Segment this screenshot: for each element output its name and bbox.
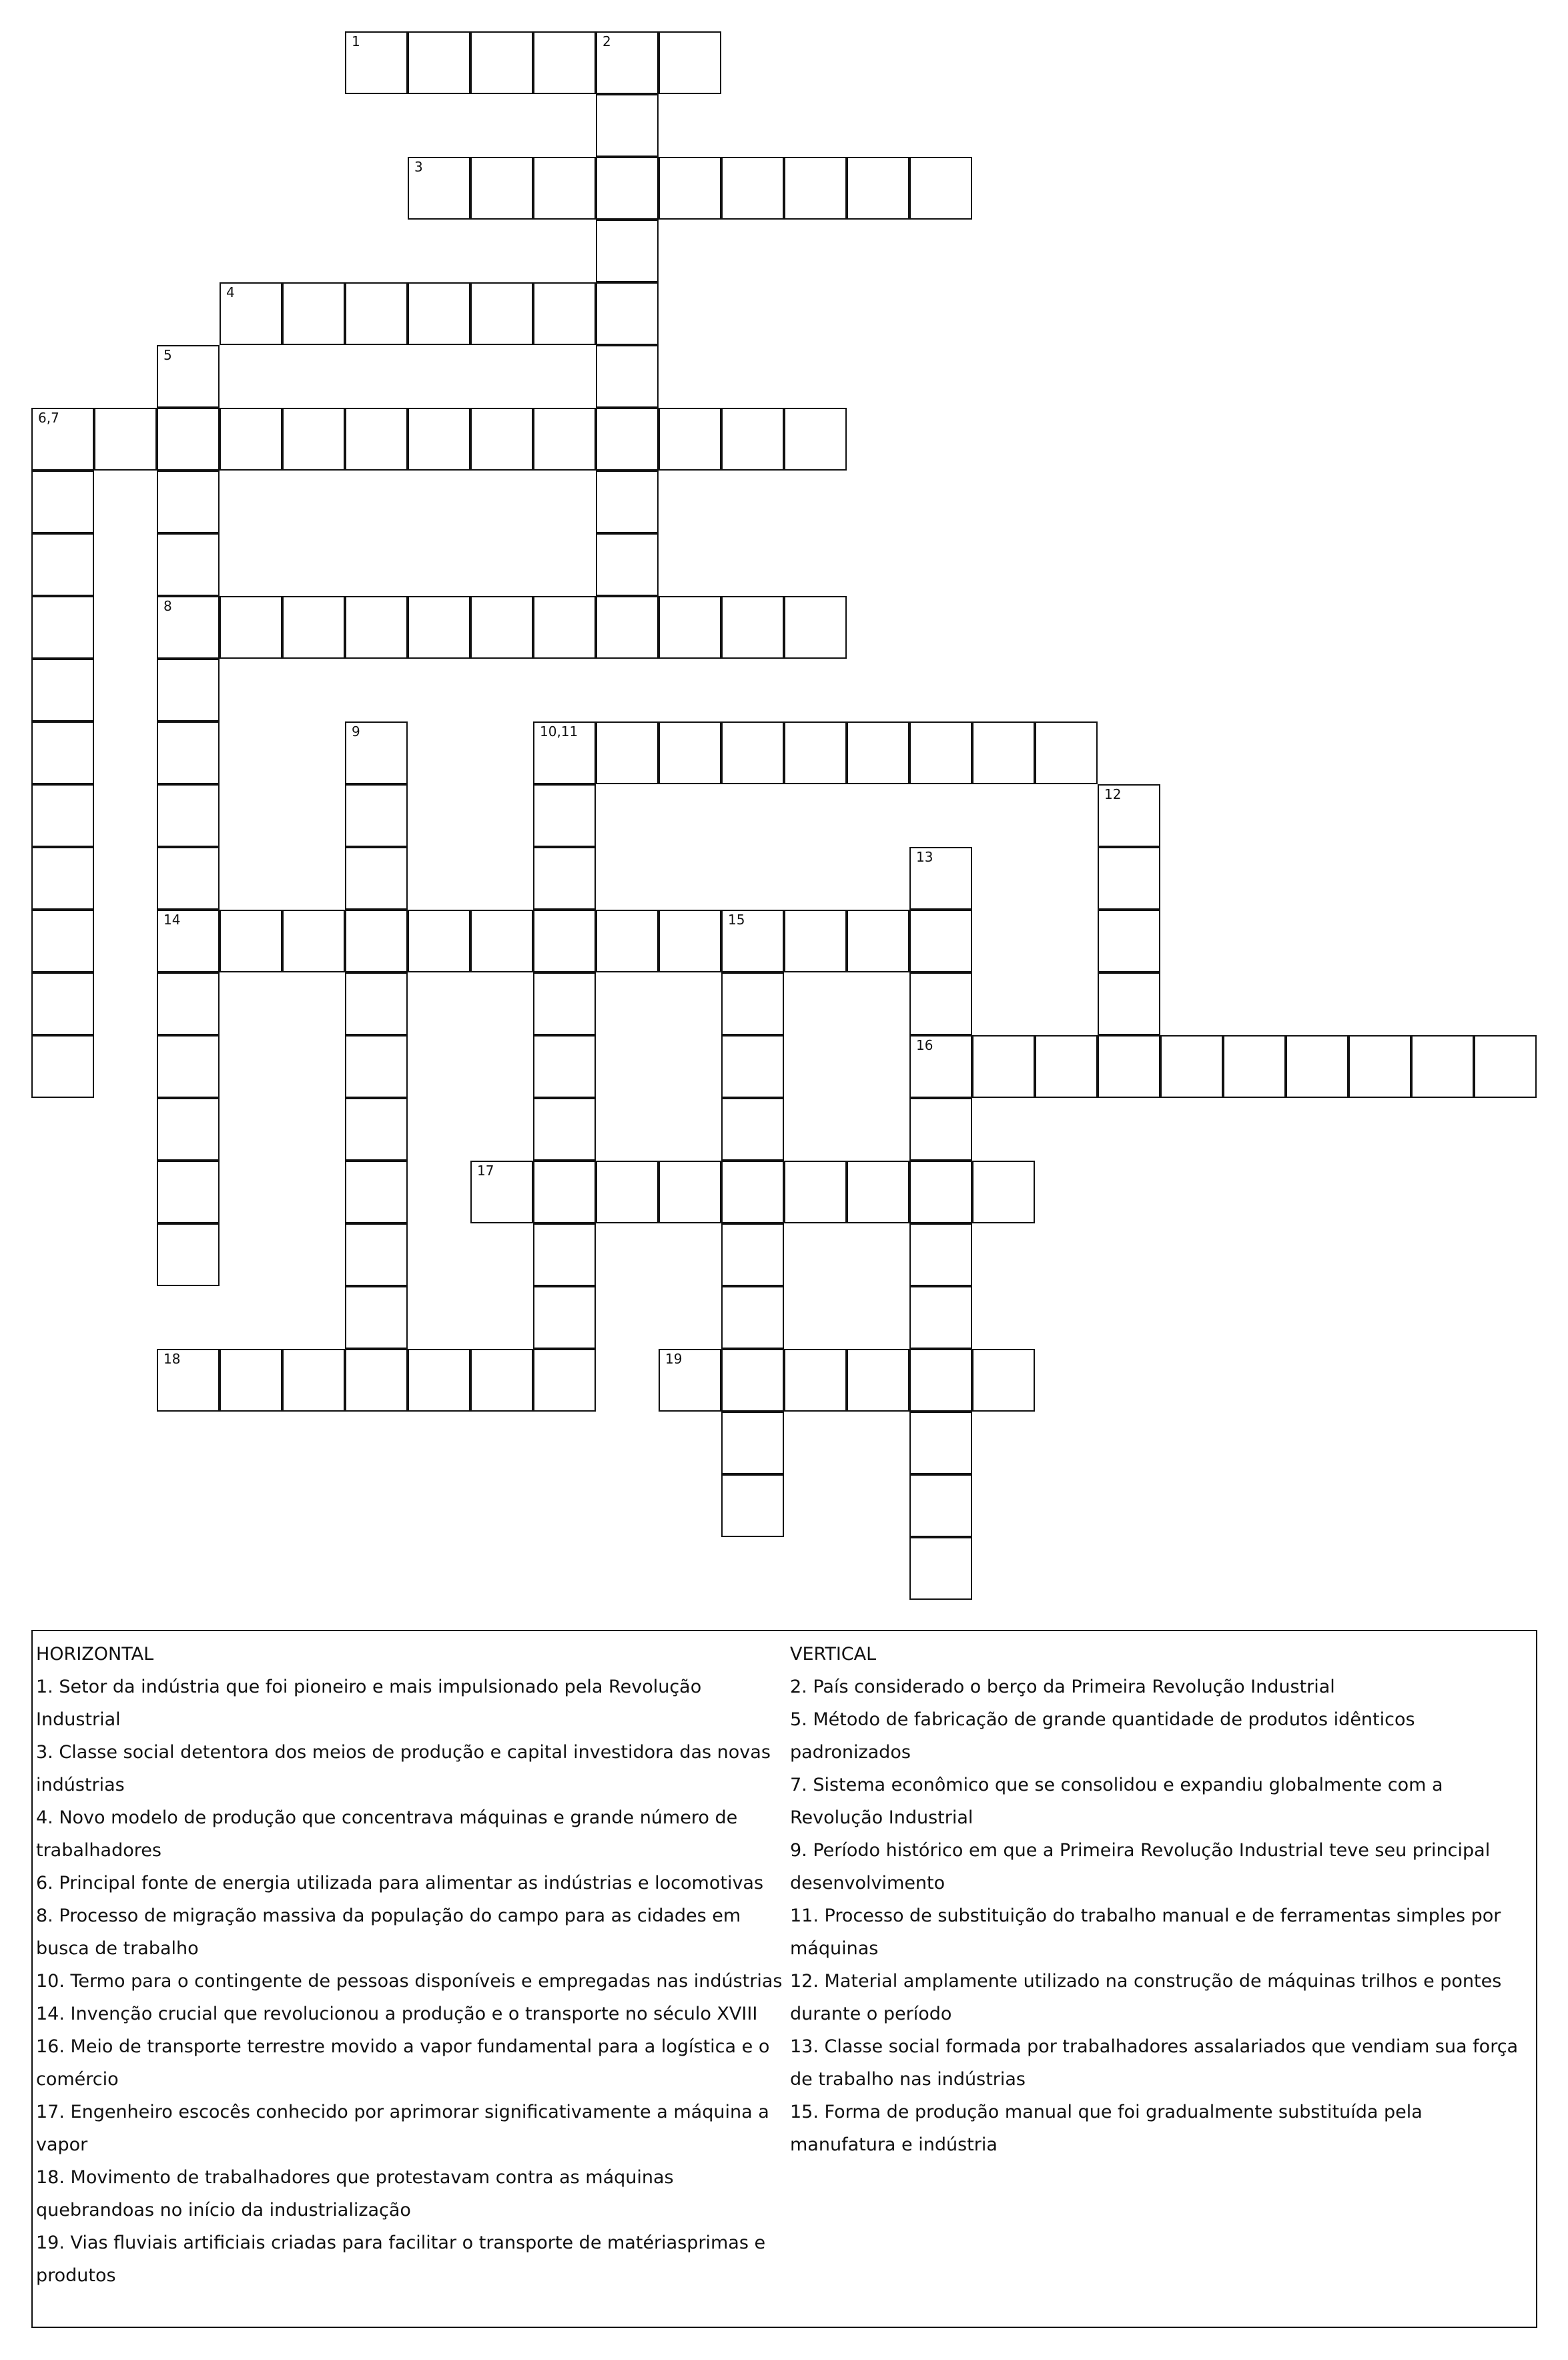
grid-cell[interactable]: [345, 282, 408, 345]
clue-h-10: 10. Termo para o contingente de pessoas disponíveis e empregadas nas indústrias: [36, 1971, 783, 1992]
grid-cell[interactable]: [533, 31, 596, 94]
grid-cell[interactable]: [1035, 721, 1098, 784]
grid-cell[interactable]: [1098, 784, 1160, 847]
grid-cell[interactable]: [533, 1223, 596, 1286]
grid-cell[interactable]: [596, 721, 659, 784]
grid-cell[interactable]: [659, 721, 721, 784]
grid-cell[interactable]: [94, 408, 157, 471]
grid-cell[interactable]: [721, 408, 784, 471]
grid-cell[interactable]: [659, 408, 721, 471]
grid-cell[interactable]: [972, 721, 1035, 784]
grid-cell[interactable]: [721, 1412, 784, 1474]
grid-cell[interactable]: [345, 1286, 408, 1349]
grid-cell[interactable]: [596, 471, 659, 533]
grid-cell[interactable]: [784, 1349, 847, 1412]
grid-cell[interactable]: [533, 1286, 596, 1349]
grid-cell[interactable]: [847, 721, 909, 784]
grid-cell[interactable]: [220, 282, 282, 345]
grid-cell[interactable]: [596, 1161, 659, 1223]
grid-cell[interactable]: [157, 1035, 220, 1098]
grid-cell[interactable]: [157, 972, 220, 1035]
grid-cell[interactable]: [408, 31, 470, 94]
clue-number-4: 4: [226, 284, 235, 300]
clues-box: [31, 1630, 1537, 2328]
grid-cell[interactable]: [157, 784, 220, 847]
grid-cell[interactable]: [1160, 1035, 1223, 1098]
grid-cell[interactable]: [31, 596, 94, 659]
vertical-clues-column: [790, 1638, 1531, 2161]
grid-cell[interactable]: [1098, 1035, 1160, 1098]
grid-cell[interactable]: [909, 847, 972, 910]
grid-cell[interactable]: [408, 1349, 470, 1412]
clue-v-15: 15. Forma de produção manual que foi gradualmente substituída pela manufatura e indústria: [790, 2102, 1423, 2155]
grid-cell[interactable]: [408, 282, 470, 345]
grid-cell[interactable]: [157, 533, 220, 596]
grid-cell[interactable]: [345, 596, 408, 659]
grid-cell[interactable]: [784, 157, 847, 220]
grid-cell[interactable]: [31, 471, 94, 533]
grid-cell[interactable]: [31, 408, 94, 471]
grid-cell[interactable]: [721, 910, 784, 972]
grid-cell[interactable]: [31, 659, 94, 721]
grid-cell[interactable]: [909, 1349, 972, 1412]
grid-cell[interactable]: [408, 408, 470, 471]
grid-cell[interactable]: [847, 910, 909, 972]
grid-cell[interactable]: [408, 157, 470, 220]
grid-cell[interactable]: [909, 1412, 972, 1474]
grid-cell[interactable]: [345, 972, 408, 1035]
grid-cell[interactable]: [909, 1474, 972, 1537]
grid-cell[interactable]: [282, 596, 345, 659]
grid-cell[interactable]: [345, 31, 408, 94]
grid-cell[interactable]: [220, 910, 282, 972]
clue-v-5: 5. Método de fabricação de grande quantidade de produtos idênticos padronizados: [790, 1709, 1415, 1763]
grid-cell[interactable]: [220, 408, 282, 471]
clue-h-6: 6. Principal fonte de energia utilizada para alimentar as indústrias e locomotivas: [36, 1873, 764, 1893]
grid-cell[interactable]: [784, 721, 847, 784]
grid-cell[interactable]: [31, 1035, 94, 1098]
grid-cell[interactable]: [345, 721, 408, 784]
clue-h-4: 4. Novo modelo de produção que concentrava máquinas e grande número de trabalhadores: [36, 1807, 738, 1861]
grid-cell[interactable]: [596, 408, 659, 471]
clue-h-17: 17. Engenheiro escocês conhecido por aprimorar significativamente a máquina a vapor: [36, 2102, 769, 2155]
grid-cell[interactable]: [157, 596, 220, 659]
grid-cell[interactable]: [533, 1161, 596, 1223]
grid-cell[interactable]: [972, 1035, 1035, 1098]
grid-cell[interactable]: [784, 596, 847, 659]
grid-cell[interactable]: [470, 157, 533, 220]
grid-cell[interactable]: [345, 1349, 408, 1412]
grid-cell[interactable]: [1474, 1035, 1537, 1098]
clue-number-16: 16: [916, 1037, 933, 1053]
grid-cell[interactable]: [470, 596, 533, 659]
grid-cell[interactable]: [909, 1035, 972, 1098]
grid-cell[interactable]: [345, 1223, 408, 1286]
grid-cell[interactable]: [909, 157, 972, 220]
grid-cell[interactable]: [596, 533, 659, 596]
grid-cell[interactable]: [596, 596, 659, 659]
grid-cell[interactable]: [1223, 1035, 1286, 1098]
clue-number-18: 18: [163, 1351, 181, 1367]
grid-cell[interactable]: [533, 408, 596, 471]
clue-v-7: 7. Sistema econômico que se consolidou e expandiu globalmente com a Revolução Industrial: [790, 1775, 1443, 1828]
grid-cell[interactable]: [847, 157, 909, 220]
clue-number-17: 17: [477, 1163, 494, 1179]
grid-cell[interactable]: [847, 1349, 909, 1412]
grid-cell[interactable]: [282, 910, 345, 972]
grid-cell[interactable]: [157, 847, 220, 910]
grid-cell[interactable]: [1098, 847, 1160, 910]
clue-number-10-11: 10,11: [540, 723, 578, 740]
grid-cell[interactable]: [157, 345, 220, 408]
grid-cell[interactable]: [533, 282, 596, 345]
clue-number-8: 8: [163, 598, 172, 614]
clue-number-14: 14: [163, 912, 181, 928]
grid-cell[interactable]: [721, 596, 784, 659]
grid-cell[interactable]: [909, 1161, 972, 1223]
grid-cell[interactable]: [533, 157, 596, 220]
grid-cell[interactable]: [847, 1161, 909, 1223]
clue-number-2: 2: [603, 33, 611, 49]
grid-cell[interactable]: [157, 408, 220, 471]
horizontal-clues-column: [36, 1638, 783, 2292]
grid-cell[interactable]: [220, 596, 282, 659]
grid-cell[interactable]: [659, 1349, 721, 1412]
grid-cell[interactable]: [1411, 1035, 1474, 1098]
grid-cell[interactable]: [157, 1223, 220, 1286]
grid-cell[interactable]: [31, 533, 94, 596]
grid-cell[interactable]: [282, 1349, 345, 1412]
grid-cell[interactable]: [721, 721, 784, 784]
grid-cell[interactable]: [345, 1035, 408, 1098]
clue-number-13: 13: [916, 849, 933, 865]
clue-number-19: 19: [665, 1351, 683, 1367]
grid-cell[interactable]: [31, 910, 94, 972]
grid-cell[interactable]: [31, 972, 94, 1035]
grid-cell[interactable]: [909, 1537, 972, 1600]
grid-cell[interactable]: [31, 721, 94, 784]
grid-cell[interactable]: [157, 1098, 220, 1161]
vertical-title: VERTICAL: [790, 1644, 877, 1665]
grid-cell[interactable]: [909, 1098, 972, 1161]
grid-cell[interactable]: [533, 784, 596, 847]
clue-number-5: 5: [163, 347, 172, 363]
grid-cell[interactable]: [721, 1349, 784, 1412]
clue-number-3: 3: [414, 159, 423, 175]
grid-cell[interactable]: [784, 1161, 847, 1223]
grid-cell[interactable]: [909, 972, 972, 1035]
grid-cell[interactable]: [470, 910, 533, 972]
grid-cell[interactable]: [721, 1474, 784, 1537]
grid-cell[interactable]: [282, 282, 345, 345]
grid-cell[interactable]: [31, 784, 94, 847]
grid-cell[interactable]: [596, 910, 659, 972]
clue-v-11: 11. Processo de substituição do trabalho manual e de ferramentas simples por máquinas: [790, 1905, 1501, 1959]
grid-cell[interactable]: [408, 910, 470, 972]
grid-cell[interactable]: [659, 596, 721, 659]
grid-cell[interactable]: [596, 94, 659, 157]
grid-cell[interactable]: [972, 1161, 1035, 1223]
clue-h-16: 16. Meio de transporte terrestre movido a vapor fundamental para a logística e o comércio: [36, 2036, 770, 2090]
grid-cell[interactable]: [721, 1098, 784, 1161]
clue-h-3: 3. Classe social detentora dos meios de produção e capital investidora das novas indústrias: [36, 1742, 771, 1795]
grid-cell[interactable]: [345, 847, 408, 910]
grid-cell[interactable]: [157, 1349, 220, 1412]
clue-v-13: 13. Classe social formada por trabalhadores assalariados que vendiam sua força de trabalho nas indústrias: [790, 2036, 1519, 2090]
grid-cell[interactable]: [721, 1286, 784, 1349]
grid-cell[interactable]: [721, 157, 784, 220]
grid-cell[interactable]: [596, 282, 659, 345]
grid-cell[interactable]: [659, 910, 721, 972]
grid-cell[interactable]: [596, 31, 659, 94]
grid-cell[interactable]: [533, 596, 596, 659]
grid-cell[interactable]: [345, 784, 408, 847]
grid-cell[interactable]: [157, 659, 220, 721]
grid-cell[interactable]: [345, 910, 408, 972]
grid-cell[interactable]: [533, 1098, 596, 1161]
grid-cell[interactable]: [721, 1223, 784, 1286]
grid-cell[interactable]: [596, 220, 659, 282]
grid-cell[interactable]: [533, 910, 596, 972]
clue-v-2: 2. País considerado o berço da Primeira Revolução Industrial: [790, 1677, 1335, 1697]
grid-cell[interactable]: [157, 471, 220, 533]
grid-cell[interactable]: [1035, 1035, 1098, 1098]
clue-h-14: 14. Invenção crucial que revolucionou a produção e o transporte no século XVIII: [36, 2004, 758, 2024]
clue-number-12: 12: [1104, 786, 1122, 802]
grid-cell[interactable]: [533, 847, 596, 910]
grid-cell[interactable]: [784, 910, 847, 972]
grid-cell[interactable]: [533, 721, 596, 784]
grid-cell[interactable]: [470, 408, 533, 471]
grid-cell[interactable]: [659, 1161, 721, 1223]
clue-v-9: 9. Período histórico em que a Primeira Revolução Industrial teve seu principal desenvolvimento: [790, 1840, 1491, 1893]
grid-cell[interactable]: [659, 157, 721, 220]
horizontal-title: HORIZONTAL: [36, 1644, 154, 1665]
grid-cell[interactable]: [596, 157, 659, 220]
grid-cell[interactable]: [31, 847, 94, 910]
clue-number-15: 15: [728, 912, 745, 928]
clue-h-1: 1. Setor da indústria que foi pioneiro e mais impulsionado pela Revolução Industrial: [36, 1677, 702, 1730]
grid-cell[interactable]: [157, 910, 220, 972]
grid-cell[interactable]: [345, 1098, 408, 1161]
clue-number-1: 1: [352, 33, 360, 49]
grid-cell[interactable]: [533, 1349, 596, 1412]
clue-h-18: 18. Movimento de trabalhadores que protestavam contra as máquinas quebrandoas no início da industrialização: [36, 2167, 674, 2221]
clue-h-8: 8. Processo de migração massiva da população do campo para as cidades em busca de trabalho: [36, 1905, 741, 1959]
grid-cell[interactable]: [721, 1035, 784, 1098]
clue-h-19: 19. Vias fluviais artificiais criadas para facilitar o transporte de matériasprimas e produtos: [36, 2233, 766, 2286]
grid-cell[interactable]: [909, 1223, 972, 1286]
clue-v-12: 12. Material amplamente utilizado na construção de máquinas trilhos e pontes durante o período: [790, 1971, 1502, 2024]
grid-cell[interactable]: [533, 1035, 596, 1098]
grid-cell[interactable]: [1098, 972, 1160, 1035]
grid-cell[interactable]: [470, 282, 533, 345]
grid-cell[interactable]: [1286, 1035, 1348, 1098]
clue-number-9: 9: [352, 723, 360, 740]
grid-cell[interactable]: [659, 31, 721, 94]
grid-cell[interactable]: [470, 1349, 533, 1412]
grid-cell[interactable]: [157, 721, 220, 784]
grid-cell[interactable]: [784, 408, 847, 471]
grid-cell[interactable]: [470, 1161, 533, 1223]
grid-cell[interactable]: [909, 910, 972, 972]
grid-cell[interactable]: [345, 1161, 408, 1223]
grid-cell[interactable]: [909, 721, 972, 784]
grid-cell[interactable]: [282, 408, 345, 471]
grid-cell[interactable]: [721, 1161, 784, 1223]
clue-number-6-7: 6,7: [38, 410, 59, 426]
grid-cell[interactable]: [220, 1349, 282, 1412]
grid-cell[interactable]: [596, 345, 659, 408]
grid-cell[interactable]: [972, 1349, 1035, 1412]
grid-cell[interactable]: [408, 596, 470, 659]
grid-cell[interactable]: [157, 1161, 220, 1223]
grid-cell[interactable]: [909, 1286, 972, 1349]
grid-cell[interactable]: [470, 31, 533, 94]
grid-cell[interactable]: [533, 972, 596, 1035]
grid-cell[interactable]: [721, 972, 784, 1035]
grid-cell[interactable]: [345, 408, 408, 471]
grid-cell[interactable]: [1348, 1035, 1411, 1098]
grid-cell[interactable]: [1098, 910, 1160, 972]
